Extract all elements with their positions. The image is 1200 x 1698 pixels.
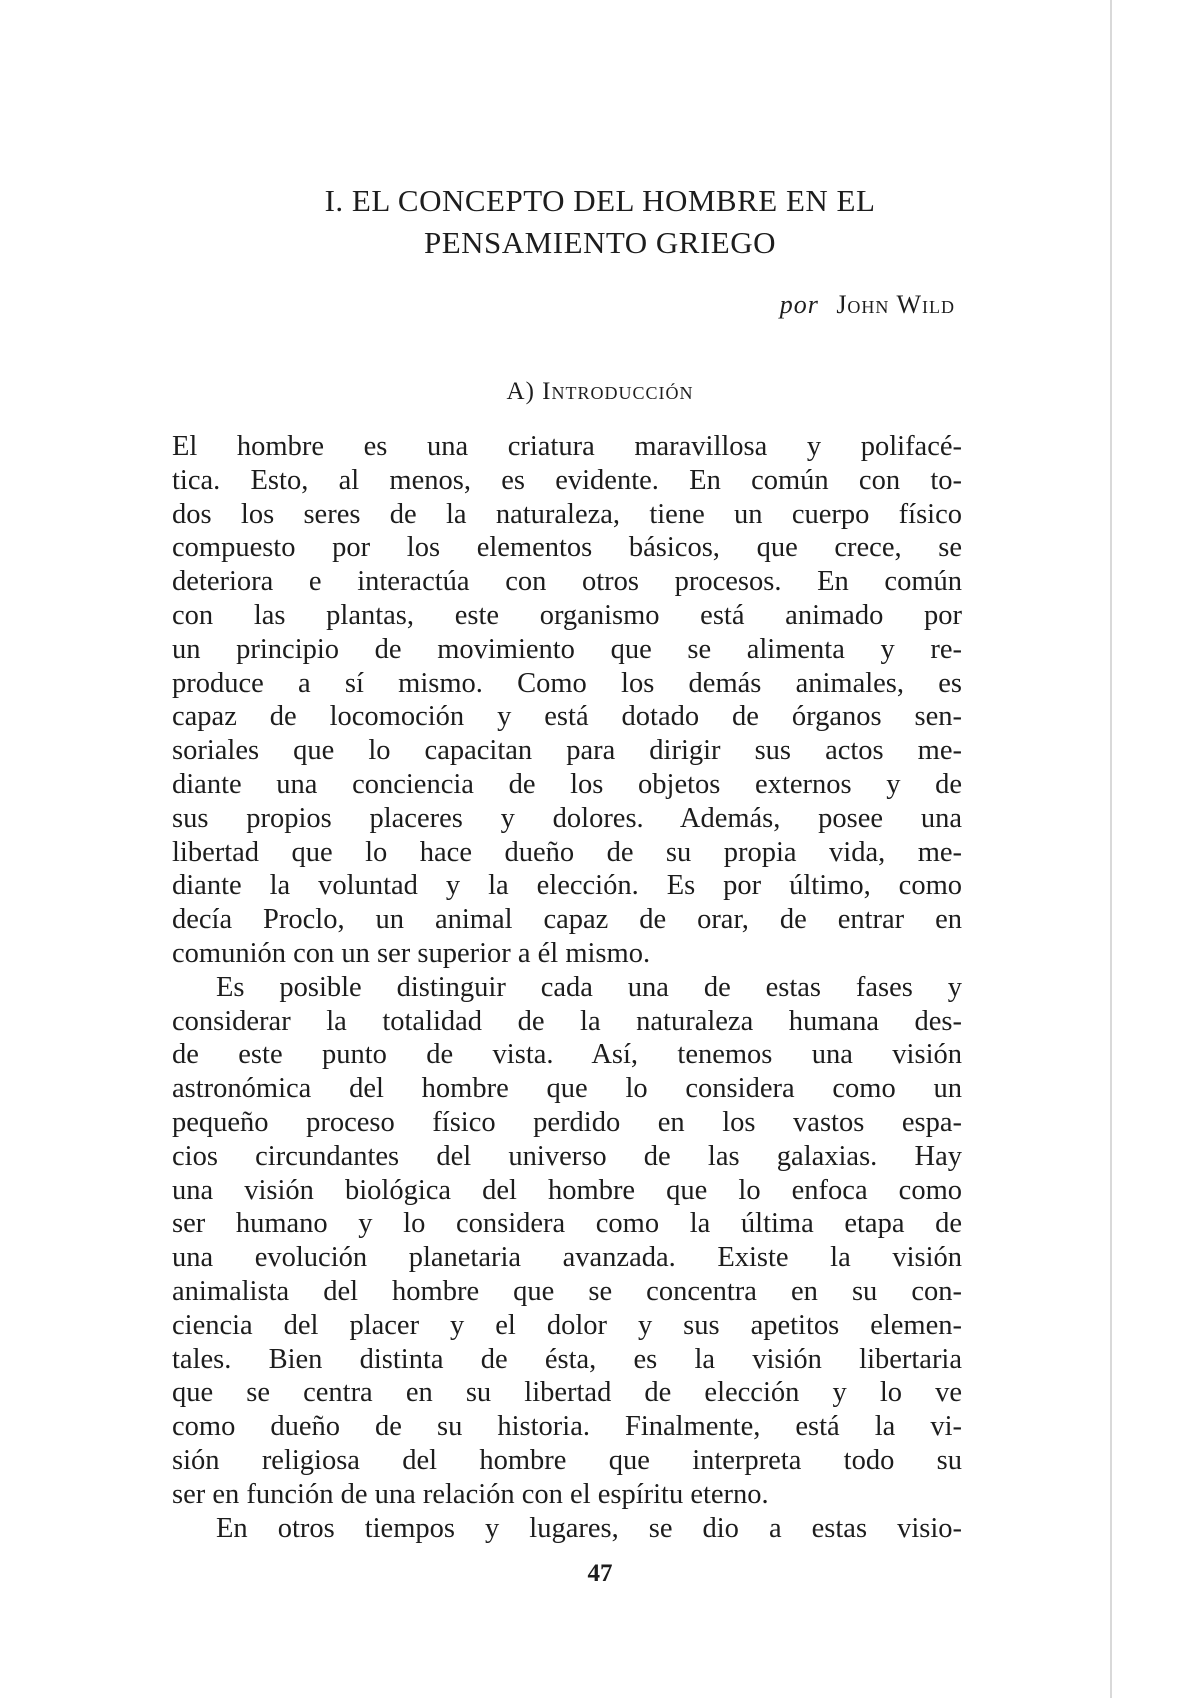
text-line: como dueño de su historia. Finalmente, está la vi- [172, 1411, 962, 1443]
text-line: que se centra en su libertad de elección y lo ve [172, 1377, 962, 1409]
text-line: decía Proclo, un animal capaz de orar, de entrar en [172, 904, 962, 936]
text-line: de este punto de vista. Así, tenemos una visión [172, 1039, 962, 1071]
text-line: un principio de movimiento que se alimenta y re- [172, 633, 962, 665]
text-line: animalista del hombre que se concentra en su con- [172, 1275, 962, 1307]
page-edge-shadow [1110, 0, 1112, 1698]
text-line: una evolución planetaria avanzada. Existe la visión [172, 1242, 962, 1274]
chapter-title-line: I. EL CONCEPTO DEL HOMBRE EN EL [324, 183, 876, 218]
text-line: una visión biológica del hombre que lo enfoca como [172, 1174, 962, 1206]
text-line: considerar la totalidad de la naturaleza humana des- [172, 1005, 962, 1037]
paragraph [172, 971, 962, 1512]
text-line: libertad que lo hace dueño de su propia vida, me- [172, 836, 962, 868]
text-line: dos los seres de la naturaleza, tiene un cuerpo físico [172, 498, 962, 530]
chapter-title [160, 180, 1040, 264]
text-line: tales. Bien distinta de ésta, es la visión libertaria [172, 1343, 962, 1375]
author-name: John Wild [836, 290, 955, 319]
text-line: capaz de locomoción y está dotado de órganos sen- [172, 701, 962, 733]
paragraph [172, 1512, 962, 1546]
text-line: sión religiosa del hombre que interpreta todo su [172, 1444, 962, 1476]
text-line: ser en función de una relación con el espíritu eterno. [172, 1478, 769, 1510]
text-line: cios circundantes del universo de las galaxias. Hay [172, 1140, 962, 1172]
page-number: 47 [587, 1560, 613, 1587]
section-heading: A) Introducción [506, 378, 694, 405]
paragraph [172, 430, 962, 971]
text-line: tica. Esto, al menos, es evidente. En común con to- [172, 464, 962, 496]
author-prefix: por [779, 290, 819, 319]
body-text [172, 430, 962, 1545]
text-line: deteriora e interactúa con otros procesos. En común [172, 566, 962, 598]
text-line: compuesto por los elementos básicos, que crece, se [172, 532, 962, 564]
chapter-title-line: PENSAMIENTO GRIEGO [423, 225, 776, 260]
text-line: produce a sí mismo. Como los demás animales, es [172, 667, 962, 699]
text-line: El hombre es una criatura maravillosa y polifacé- [172, 431, 962, 462]
author-byline [780, 290, 955, 320]
text-line: En otros tiempos y lugares, se dio a estas visio- [216, 1512, 962, 1544]
text-line: sus propios placeres y dolores. Además, posee una [172, 802, 962, 834]
text-line: astronómica del hombre que lo considera como un [172, 1073, 962, 1105]
text-line: Es posible distinguir cada una de estas fases y [216, 971, 962, 1003]
text-line: diante la voluntad y la elección. Es por último, como [172, 870, 962, 902]
text-line: ciencia del placer y el dolor y sus apetitos elemen- [172, 1309, 962, 1341]
text-line: comunión con un ser superior a él mismo. [172, 937, 651, 969]
text-line: soriales que lo capacitan para dirigir sus actos me- [172, 735, 962, 767]
text-line: ser humano y lo considera como la última etapa de [172, 1208, 962, 1240]
text-line: con las plantas, este organismo está animado por [172, 599, 962, 631]
text-line: diante una conciencia de los objetos externos y de [172, 768, 962, 800]
text-line: pequeño proceso físico perdido en los vastos espa- [172, 1106, 962, 1138]
